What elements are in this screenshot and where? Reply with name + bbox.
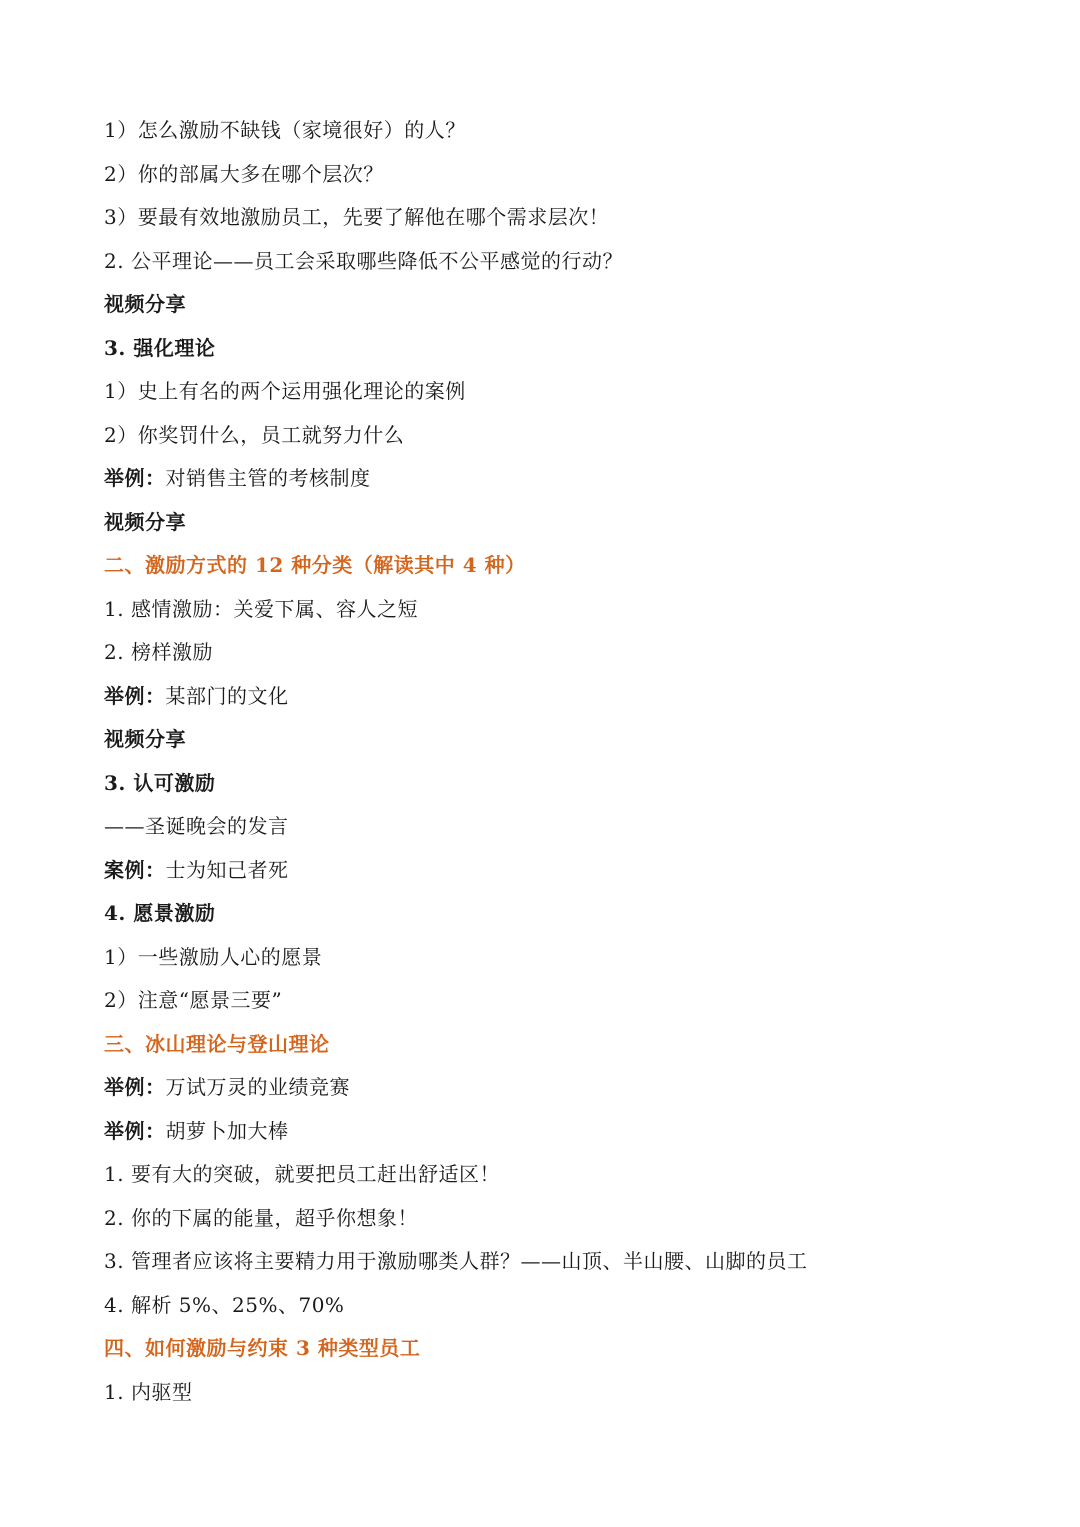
section-subheading: 4. 愿景激励 (104, 901, 216, 925)
section-subheading: 3. 认可激励 (104, 771, 216, 795)
example-text: 万试万灵的业绩竞赛 (165, 1075, 350, 1099)
list-item: 1. 内驱型 (104, 1380, 193, 1404)
example-text: 胡萝卜加大棒 (165, 1119, 289, 1143)
list-item: 3. 管理者应该将主要精力用于激励哪类人群？——山顶、半山腰、山脚的员工 (104, 1249, 808, 1273)
list-item: 1）一些激励人心的愿景 (104, 945, 323, 969)
section-heading: 三、冰山理论与登山理论 (104, 1032, 330, 1056)
example-prefix: 举例： (104, 684, 166, 708)
example-line (104, 681, 289, 711)
video-share-label: 视频分享 (104, 510, 186, 534)
list-item: 4. 解析 5%、25%、70% (104, 1293, 345, 1317)
example-line (104, 1116, 289, 1146)
example-prefix: 举例： (104, 1075, 166, 1099)
example-text: 某部门的文化 (165, 684, 289, 708)
list-item: 3）要最有效地激励员工，先要了解他在哪个需求层次！ (104, 205, 610, 229)
list-item: 1. 要有大的突破，就要把员工赶出舒适区！ (104, 1162, 500, 1186)
section-heading: 四、如何激励与约束 3 种类型员工 (104, 1336, 421, 1360)
list-item: ——圣诞晚会的发言 (104, 814, 289, 838)
example-text: 对销售主管的考核制度 (165, 466, 371, 490)
list-item: 2）注意“愿景三要” (104, 988, 283, 1012)
list-item: 2. 公平理论——员工会采取哪些降低不公平感觉的行动？ (104, 249, 623, 273)
example-prefix: 举例： (104, 1119, 166, 1143)
list-item: 2）你的部属大多在哪个层次？ (104, 162, 384, 186)
list-item: 1）怎么激励不缺钱（家境很好）的人？ (104, 118, 466, 142)
video-share-label: 视频分享 (104, 727, 186, 751)
list-item: 2. 你的下属的能量，超乎你想象！ (104, 1206, 418, 1230)
section-subheading: 3. 强化理论 (104, 336, 216, 360)
section-heading: 二、激励方式的 12 种分类（解读其中 4 种） (104, 553, 526, 577)
list-item: 1）史上有名的两个运用强化理论的案例 (104, 379, 466, 403)
list-item: 2）你奖罚什么，员工就努力什么 (104, 423, 405, 447)
list-item: 1. 感情激励：关爱下属、容人之短 (104, 597, 418, 621)
case-text: 士为知己者死 (165, 858, 289, 882)
example-line (104, 855, 289, 885)
example-line (104, 1072, 350, 1102)
case-prefix: 案例： (104, 858, 166, 882)
list-item: 2. 榜样激励 (104, 640, 213, 664)
example-line (104, 463, 371, 493)
video-share-label: 视频分享 (104, 292, 186, 316)
example-prefix: 举例： (104, 466, 166, 490)
